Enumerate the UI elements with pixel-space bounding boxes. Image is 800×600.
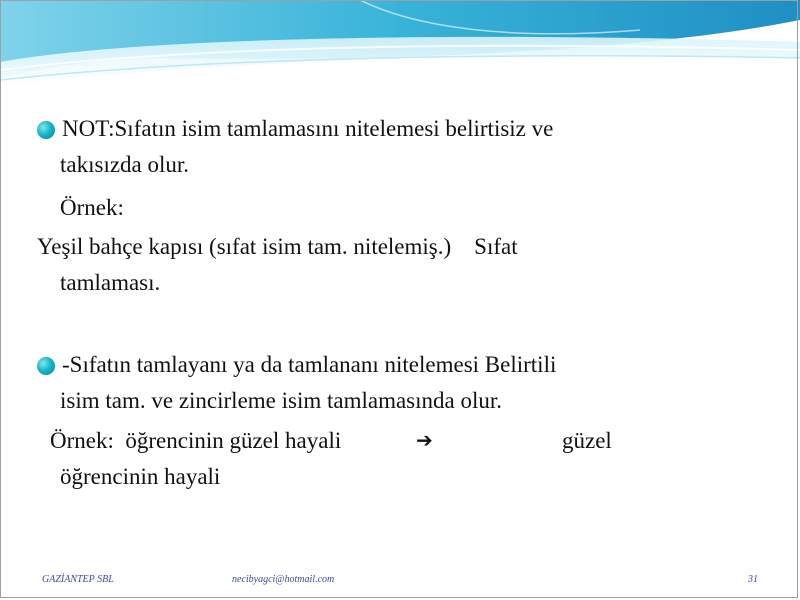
footer-organization: GAZİANTEP SBL <box>42 574 114 585</box>
example-1-line-1: Yeşil bahçe kapısı (sıfat isim tam. nitelemiş.) Sıfat <box>37 234 518 259</box>
example-2-label: Örnek: öğrencinin güzel hayali <box>50 428 342 453</box>
example-1-line-2: tamlaması. <box>60 270 161 295</box>
example-2-line-2: öğrencinin hayali <box>60 464 221 489</box>
bullet-dot <box>37 357 55 375</box>
example-1-label: Örnek: <box>60 195 124 220</box>
header-wave-decoration <box>0 0 800 100</box>
page-number: 31 <box>748 574 758 585</box>
second-line-1: -Sıfatın tamlayanı ya da tamlananı nitelemesi Belirtili <box>62 352 557 377</box>
bullet-dot <box>37 121 55 139</box>
arrow-icon: ➔ <box>416 428 433 452</box>
example-2-result: güzel <box>562 428 612 453</box>
footer-email: necibyagci@hotmail.com <box>232 574 335 585</box>
note-line-2: takısızda olur. <box>60 152 190 177</box>
second-line-2: isim tam. ve zincirleme isim tamlamasında olur. <box>60 388 503 413</box>
note-line-1: NOT:Sıfatın isim tamlamasını nitelemesi belirtisiz ve <box>62 116 554 141</box>
